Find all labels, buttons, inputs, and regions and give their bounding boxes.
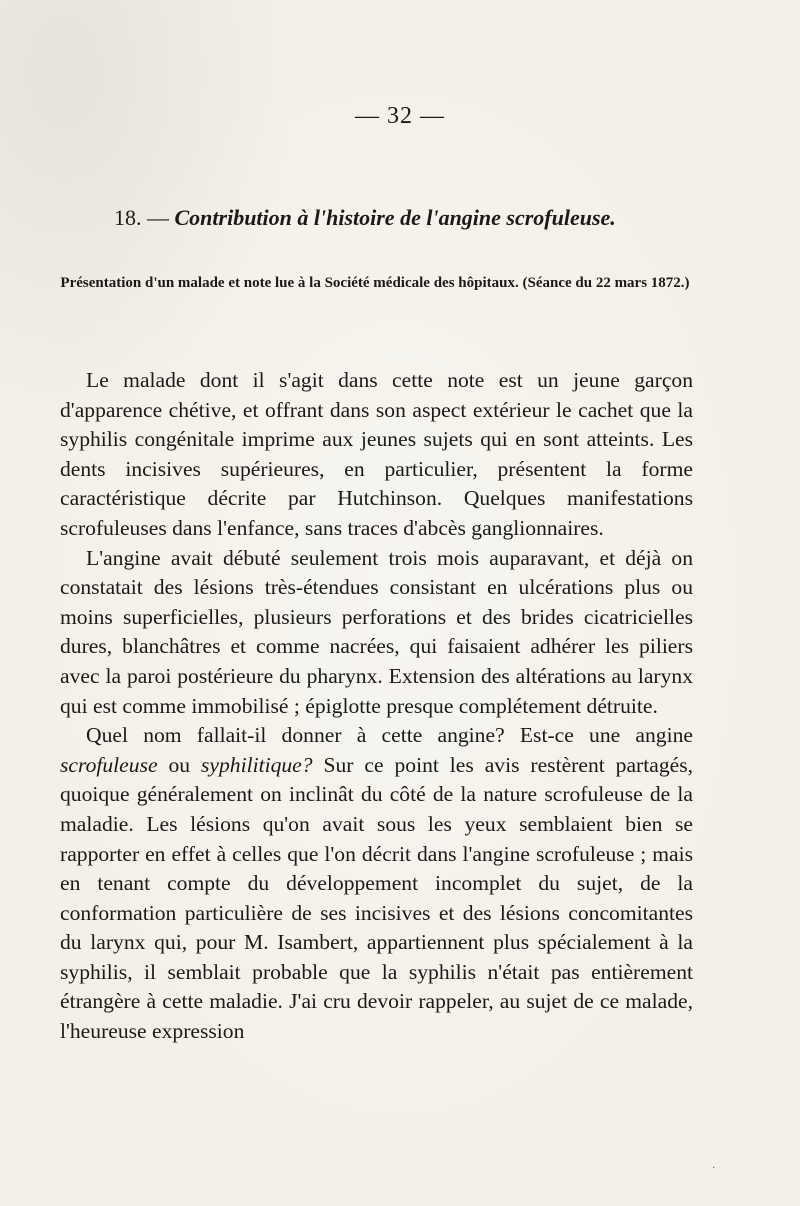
article-subtitle: Présentation d'un malade et note lue à la Société médicale des hôpitaux. (Séance du 22 mars 1872.) (60, 275, 690, 291)
page-number: — 32 — (355, 103, 445, 129)
article-title (114, 205, 714, 231)
paragraph-3-emphasis-syphilitique: syphilitique? (201, 752, 313, 777)
paragraph-3 (60, 721, 693, 1047)
paragraph-1: Le malade dont il s'agit dans cette note est un jeune garçon d'apparence chétive, et offrant dans son aspect extérieur le cachet que la syphilis congénitale imprime aux jeunes sujets qui en sont atteints. Les dents incisives supérieures, en particulier, présentent la forme caractéristique décrite par Hutchinson. Quelques manifestations scrofuleuses dans l'enfance, sans traces d'abcès ganglionnaires. (60, 368, 693, 540)
paragraph-3-emphasis-scrofuleuse: scrofuleuse (60, 752, 158, 777)
paragraph-2: L'angine avait débuté seulement trois mois auparavant, et déjà on constatait des lésions très-étendues consistant en ulcérations plus ou moins superficielles, plusieurs perforations et des brides cicatricielles dures, blanchâtres et comme nacrées, qui faisaient adhérer les piliers avec la paroi postérieure du pharynx. Extension des altérations au larynx qui est comme immobilisé ; épiglotte presque complétement détruite. (60, 545, 693, 718)
article-number: 18. — (114, 205, 175, 230)
article-body (60, 366, 693, 1047)
article-title-text: Contribution à l'histoire de l'angine scrofuleuse. (174, 205, 616, 230)
paragraph-3-part-b: ou (157, 752, 201, 777)
paragraph-3-part-c: Sur ce point les avis restèrent partagés, quoique généralement on inclinât du côté de la nature scrofuleuse de la maladie. Les lésions qu'on avait sous les yeux semblaient bien se rapporter en effet à celles que l'on décrit dans l'angine scrofuleuse ; mais en tenant compte du développement incomplet du sujet, de la conformation particulière de ses incisives et des lésions concomitantes du larynx qui, pour M. Isambert, appartiennent plus spécialement à la syphilis, il semblait probable que la syphilis n'était pas entièrement étrangère à cette maladie. J'ai cru devoir rappeler, au sujet de ce malade, l'heureuse expression (60, 752, 693, 1044)
page-speck: · (712, 1163, 716, 1174)
paragraph-3-part-a: Quel nom fallait-il donner à cette angine? Est-ce une angine (86, 723, 693, 748)
